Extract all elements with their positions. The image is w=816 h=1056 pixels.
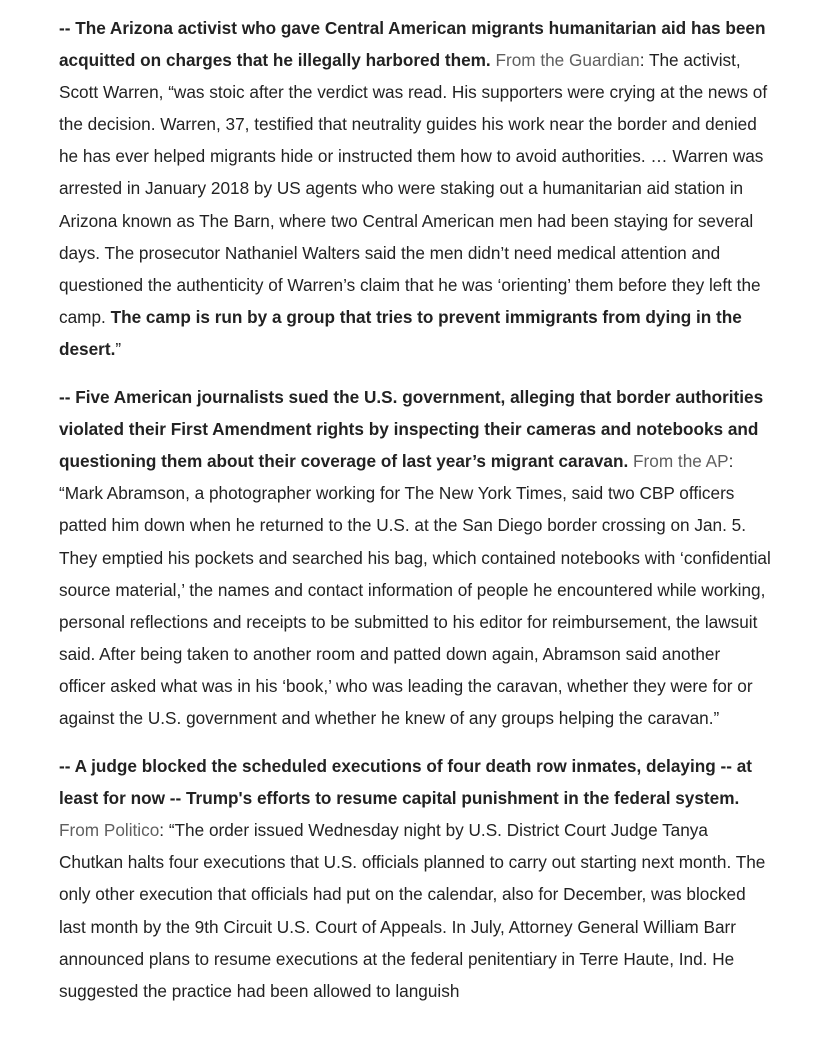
source-link[interactable]: From the AP — [633, 451, 729, 472]
news-item — [59, 381, 771, 734]
news-item — [59, 12, 771, 365]
news-headline: -- Five American journalists sued the U.S. government, alleging that border authorities violated their First Amendment rights by inspecting their cameras and notebooks and questioning them about their coverage of last year’s migrant caravan. — [59, 387, 764, 472]
news-body-end: ” — [115, 338, 122, 359]
newsletter-body — [59, 12, 771, 1023]
news-headline: -- The Arizona activist who gave Central American migrants humanitarian aid has been acquitted on charges that he illegally harbored them. — [59, 18, 766, 71]
news-emphasis: The camp is run by a group that tries to prevent immigrants from dying in the desert. — [59, 306, 742, 359]
news-body: : “The order issued Wednesday night by U.S. District Court Judge Tanya Chutkan halts four executions that U.S. officials planned to carry out starting next month. The only other execution that officials had put on the calendar, also for December, was blocked last month by the 9th Circuit U.S. Court of Appeals. In July, Attorney General William Barr announced plans to resume executions at the federal penitentiary in Terre Haute, Ind. He suggested the practice had been allowed to languish — [59, 820, 766, 1001]
news-item — [59, 750, 771, 1007]
news-body: : The activist, Scott Warren, “was stoic after the verdict was read. His supporters were crying at the news of the decision. Warren, 37, testified that neutrality guides his work near the border and denied he has ever helped migrants hide or instructed them how to avoid authorities. … Warren was arrested in January 2018 by US agents who were staking out a humanitarian aid station in Arizona known as The Barn, where two Central American men had been staying for several days. The prosecutor Nathaniel Walters said the men didn’t need medical attention and questioned the authenticity of Warren’s claim that he was ‘orienting’ them before they left the camp. — [59, 50, 768, 327]
news-body: : “Mark Abramson, a photographer working for The New York Times, said two CBP officers patted him down when he returned to the U.S. at the San Diego border crossing on Jan. 5. They emptied his pockets and searched his bag, which contained notebooks with ‘confidential source material,’ the names and contact information of people he encountered while working, personal reflections and receipts to be submitted to his editor for reimbursement, the lawsuit said. After being taken to another room and patted down again, Abramson said another officer asked what was in his ‘book,’ who was leading the caravan, whether they were for or against the U.S. government and whether he knew of any groups helping the caravan.” — [59, 451, 771, 728]
news-headline: -- A judge blocked the scheduled executions of four death row inmates, delaying -- at least for now -- Trump's efforts to resume capital punishment in the federal system. — [59, 756, 753, 809]
source-link[interactable]: From Politico — [59, 820, 160, 841]
source-link[interactable]: From the Guardian — [495, 50, 640, 71]
